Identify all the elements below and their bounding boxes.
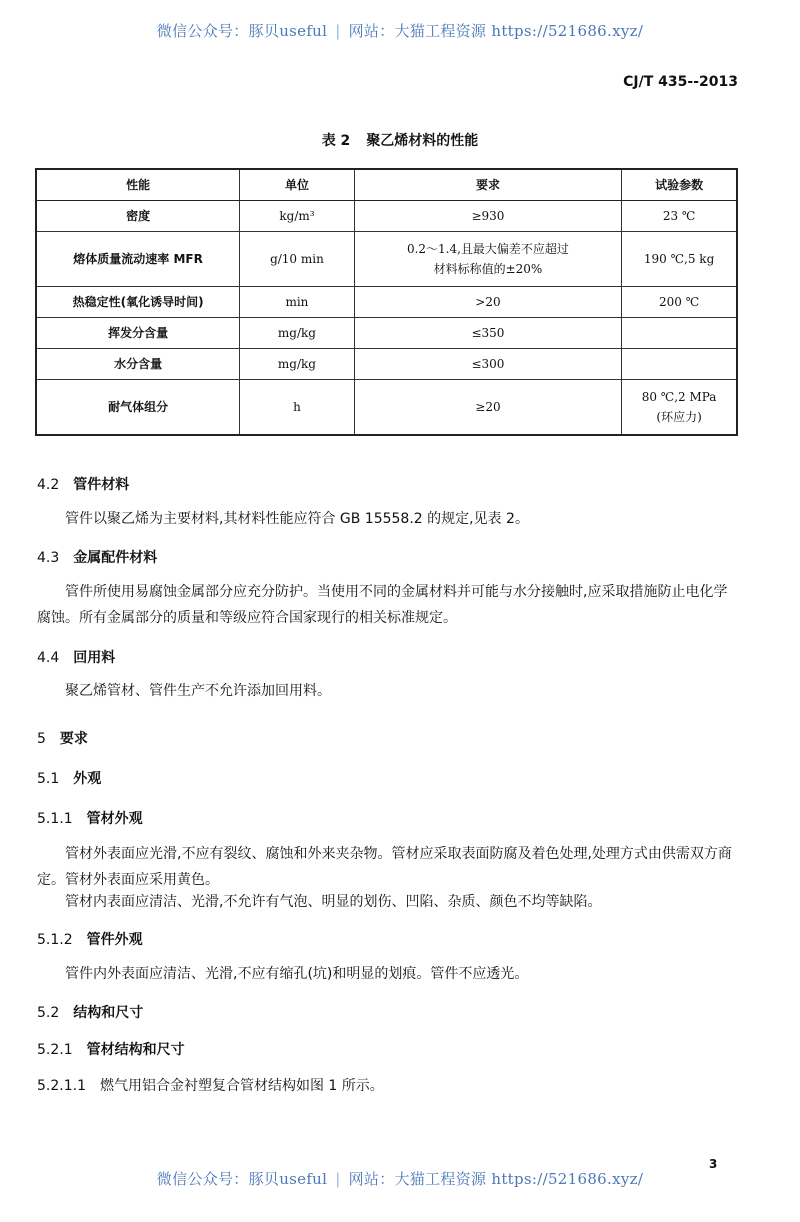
table-caption-title: 聚乙烯材料的性能: [366, 133, 479, 149]
watermark-top: [0, 20, 800, 41]
section-title: 管件材料: [73, 477, 130, 493]
cell-unit: mg/kg: [240, 318, 355, 349]
section-5-1-1-paragraph-2: 管材内表面应清洁、光滑,不允许有气泡、明显的划伤、凹陷、杂质、颜色不均等缺陷。: [65, 894, 602, 910]
section-title: 回用料: [73, 650, 116, 666]
column-header-test-parameter: 试验参数: [622, 169, 737, 201]
section-heading-5-2-1-1: [37, 1075, 384, 1095]
section-heading-4-3: [37, 547, 157, 567]
section-number: 4.4: [37, 650, 60, 666]
cell-requirement: ≤300: [354, 349, 621, 380]
section-number: 4.2: [37, 477, 60, 493]
section-heading-4-2: [37, 474, 129, 494]
cell-property: 热稳定性(氧化诱导时间): [36, 287, 240, 318]
page-number: 3: [709, 1157, 718, 1171]
cell-test-parameter: 190 ℃,5 kg: [622, 232, 737, 287]
cell-unit: mg/kg: [240, 349, 355, 380]
section-number: 5: [37, 731, 46, 747]
section-4-2-paragraph: 管件以聚乙烯为主要材料,其材料性能应符合 GB 15558.2 的规定,见表 2。: [65, 511, 529, 527]
cell-requirement: ≥930: [354, 201, 621, 232]
cell-test-parameter: 23 ℃: [622, 201, 737, 232]
section-title: 管材外观: [86, 811, 143, 827]
section-number: 5.1: [37, 771, 60, 787]
section-heading-5-1-2: [37, 929, 143, 949]
section-5-1-2-paragraph: 管件内外表面应清洁、光滑,不应有缩孔(坑)和明显的划痕。管件不应透光。: [65, 966, 529, 982]
cell-unit: min: [240, 287, 355, 318]
cell-property: 水分含量: [36, 349, 240, 380]
section-title: 管材结构和尺寸: [86, 1042, 185, 1058]
cell-test-parameter-line1: 80 ℃,2 MPa: [641, 389, 717, 404]
column-header-requirement: 要求: [354, 169, 621, 201]
section-text: 燃气用铝合金衬塑复合管材结构如图 1 所示。: [99, 1078, 384, 1094]
table-row: [36, 201, 737, 232]
cell-test-parameter: [622, 318, 737, 349]
table-caption: [0, 130, 800, 150]
section-heading-5-2: [37, 1002, 143, 1022]
section-number: 5.2.1: [37, 1042, 73, 1058]
column-header-property: 性能: [36, 169, 240, 201]
watermark-website: 网站：大猫工程资源 https://521686.xyz/: [348, 22, 644, 40]
section-5-1-1-paragraph-1: 管材外表面应光滑,不应有裂纹、腐蚀和外来夹杂物。管材应采取表面防腐及着色处理,处理方式由供需双方商定。管材外表面应采用黄色。: [37, 846, 732, 888]
table-row: [36, 318, 737, 349]
cell-property: 挥发分含量: [36, 318, 240, 349]
table-header-row: [36, 169, 737, 201]
section-heading-5-1: [37, 768, 101, 788]
cell-property: 耐气体组分: [36, 380, 240, 435]
cell-test-parameter: [622, 349, 737, 380]
cell-requirement: ≥20: [354, 380, 621, 435]
cell-requirement: [354, 232, 621, 287]
cell-requirement: ≤350: [354, 318, 621, 349]
table-caption-number: 表 2: [321, 133, 351, 149]
cell-unit: g/10 min: [240, 232, 355, 287]
section-number: 5.2: [37, 1005, 60, 1021]
section-title: 结构和尺寸: [73, 1005, 144, 1021]
section-number: 5.2.1.1: [37, 1078, 86, 1094]
standard-number: CJ/T 435--2013: [623, 74, 738, 90]
cell-unit: h: [240, 380, 355, 435]
section-title: 要求: [59, 731, 88, 747]
section-heading-4-4: [37, 647, 115, 667]
pe-material-properties-table: [35, 168, 738, 436]
section-title: 管件外观: [86, 932, 143, 948]
watermark-wechat: 微信公众号：豚贝useful: [156, 22, 328, 40]
table-row: [36, 380, 737, 435]
section-4-4-paragraph: 聚乙烯管材、管件生产不允许添加回用料。: [65, 683, 331, 699]
section-title: 金属配件材料: [73, 550, 158, 566]
cell-unit: kg/m³: [240, 201, 355, 232]
table-row: [36, 287, 737, 318]
watermark-separator: |: [335, 22, 341, 40]
cell-test-parameter: 200 ℃: [622, 287, 737, 318]
cell-property: 熔体质量流动速率 MFR: [36, 232, 240, 287]
column-header-unit: 单位: [240, 169, 355, 201]
cell-requirement-line2: 材料标称值的±20%: [433, 262, 543, 276]
section-heading-5: [37, 728, 88, 748]
section-number: 4.3: [37, 550, 60, 566]
section-number: 5.1.2: [37, 932, 73, 948]
table-row: [36, 232, 737, 287]
section-4-3-paragraph: 管件所使用易腐蚀金属部分应充分防护。当使用不同的金属材料并可能与水分接触时,应采取措施防止电化学腐蚀。所有金属部分的质量和等级应符合国家现行的相关标准规定。: [37, 584, 728, 626]
watermark-separator: |: [335, 1170, 341, 1188]
watermark-wechat: 微信公众号：豚贝useful: [156, 1170, 328, 1188]
cell-property: 密度: [36, 201, 240, 232]
cell-test-parameter-line2: (环应力): [656, 409, 702, 424]
watermark-website: 网站：大猫工程资源 https://521686.xyz/: [348, 1170, 644, 1188]
section-title: 外观: [73, 771, 102, 787]
cell-requirement-line1: 0.2～1.4,且最大偏差不应超过: [406, 242, 569, 256]
section-heading-5-2-1: [37, 1039, 185, 1059]
cell-requirement: >20: [354, 287, 621, 318]
section-number: 5.1.1: [37, 811, 73, 827]
table-row: [36, 349, 737, 380]
watermark-bottom: [0, 1168, 800, 1189]
cell-test-parameter: [622, 380, 737, 435]
section-heading-5-1-1: [37, 808, 143, 828]
